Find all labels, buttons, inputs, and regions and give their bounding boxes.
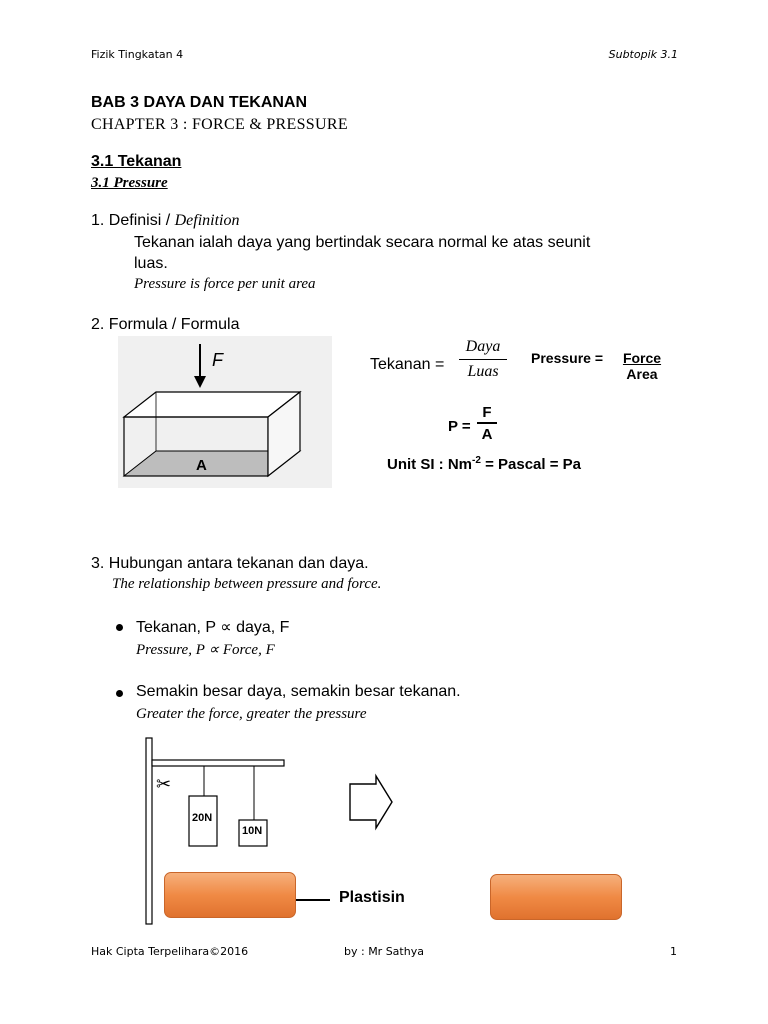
scissors-icon: ✂ xyxy=(156,774,172,794)
definition-text-ms-line1: Tekanan ialah daya yang bertindak secara normal ke atas seunit xyxy=(134,234,591,251)
relationship-heading-en: The relationship between pressure and force. xyxy=(112,576,382,592)
footer-copyright: Hak Cipta Terpelihara©2016 xyxy=(91,945,249,958)
definition-heading xyxy=(91,212,239,230)
box-force-label: F xyxy=(212,350,223,370)
bullet-1 xyxy=(116,624,123,631)
weight-20n-label: 20N xyxy=(192,812,213,824)
si-unit-prefix: Unit SI : Nm xyxy=(387,456,472,473)
formula-heading: 2. Formula / Formula xyxy=(91,316,240,333)
weight-10n-label: 10N xyxy=(242,825,263,837)
p-denominator: A xyxy=(481,426,493,443)
frac-denominator: Luas xyxy=(467,363,499,380)
plasticine-block-right xyxy=(490,874,622,920)
definition-label: 1. Definisi / xyxy=(91,212,175,229)
pressure-equals: Pressure = xyxy=(531,350,603,366)
bullet-2 xyxy=(116,690,123,697)
si-unit-suffix: = Pascal = Pa xyxy=(480,456,581,473)
p-fraction xyxy=(477,404,497,443)
chapter-title-en: CHAPTER 3 : FORCE & PRESSURE xyxy=(91,116,348,133)
box-area-label: A xyxy=(196,457,207,474)
bullet2-text-en: Greater the force, greater the pressure xyxy=(136,706,367,722)
definition-text-ms-line2: luas. xyxy=(134,255,168,272)
force-comparison-diagram xyxy=(140,736,640,926)
definition-label-en: Definition xyxy=(174,212,240,229)
p-equals: P = xyxy=(448,418,471,435)
si-unit-exponent: -2 xyxy=(472,455,481,466)
bullet1-text-ms: Tekanan, P ∝ daya, F xyxy=(136,619,290,636)
bullet1-text-en: Pressure, P ∝ Force, F xyxy=(136,642,275,658)
frac-numerator: Daya xyxy=(465,338,501,355)
tekanan-fraction xyxy=(459,338,507,381)
pressure-numerator: Force xyxy=(622,350,662,366)
pressure-denominator: Area xyxy=(626,366,658,382)
section-title-ms: 3.1 Tekanan xyxy=(91,153,182,170)
section-title-en: 3.1 Pressure xyxy=(91,175,168,191)
si-unit xyxy=(387,455,581,473)
box-illustration xyxy=(118,336,332,488)
chapter-title-ms: BAB 3 DAYA DAN TEKANAN xyxy=(91,94,308,111)
footer-author: by : Mr Sathya xyxy=(344,945,424,958)
p-numerator: F xyxy=(482,404,492,421)
header-subtopic: Subtopik 3.1 xyxy=(608,48,678,61)
header-subject: Fizik Tingkatan 4 xyxy=(91,48,184,61)
definition-text-en: Pressure is force per unit area xyxy=(134,276,316,292)
tekanan-equals: Tekanan = xyxy=(370,356,445,373)
bullet2-text-ms: Semakin besar daya, semakin besar tekanan. xyxy=(136,683,461,700)
plasticine-block-left xyxy=(164,872,296,918)
footer-page-number: 1 xyxy=(670,945,677,958)
pressure-box-figure xyxy=(118,336,332,488)
pressure-fraction xyxy=(619,350,665,382)
plasticine-label: Plastisin xyxy=(339,889,405,906)
relationship-heading: 3. Hubungan antara tekanan dan daya. xyxy=(91,555,369,572)
